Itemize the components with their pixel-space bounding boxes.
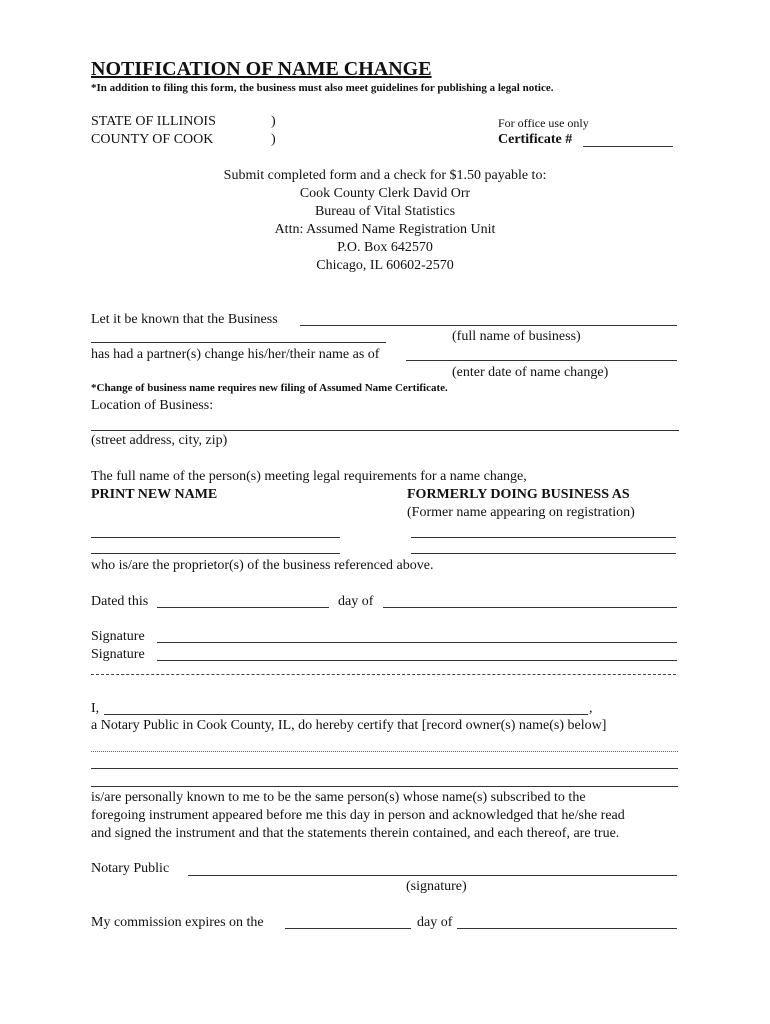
persons-intro: The full name of the person(s) meeting legal requirements for a name change,: [91, 469, 527, 484]
change-note: *Change of business name requires new filing of Assumed Name Certificate.: [91, 382, 448, 394]
dated-day-field[interactable]: [157, 607, 329, 608]
commission-label: My commission expires on the: [91, 915, 264, 930]
certificate-label: Certificate #: [498, 132, 573, 147]
address-hint: (street address, city, zip): [91, 433, 228, 448]
known-text-1: is/are personally known to me to be the same person(s) whose name(s) subscribed to the: [91, 790, 586, 805]
signature-label-1: Signature: [91, 629, 145, 644]
commission-month-field[interactable]: [457, 928, 677, 929]
known-text-3: and signed the instrument and that the statements therein contained, and each thereof, are true.: [91, 826, 620, 841]
commission-day-of-label: day of: [417, 915, 453, 930]
partner-change-label: has had a partner(s) change his/her/their name as of: [91, 347, 380, 362]
location-label: Location of Business:: [91, 398, 214, 413]
former-name-hint: (Former name appearing on registration): [407, 505, 635, 520]
business-name-field-1[interactable]: [300, 325, 677, 326]
former-name-field-2[interactable]: [411, 553, 676, 554]
notary-i-label: I,: [91, 701, 100, 716]
business-known-label: Let it be known that the Business: [91, 312, 278, 327]
date-hint: (enter date of name change): [452, 365, 609, 380]
notary-certify-text: a Notary Public in Cook County, IL, do hereby certify that [record owner(s) name(s) below]: [91, 718, 607, 733]
section-divider: [91, 674, 676, 675]
paren-2: ): [271, 132, 276, 147]
notary-name-field[interactable]: [104, 714, 588, 715]
record-owner-line-2[interactable]: [91, 768, 678, 769]
print-new-name-heading: PRINT NEW NAME: [91, 487, 218, 502]
notary-signature-field[interactable]: [188, 875, 677, 876]
commission-day-field[interactable]: [285, 928, 411, 929]
publishing-note: *In addition to filing this form, the business must also meet guidelines for publishing a legal notice.: [91, 82, 554, 94]
known-text-2: foregoing instrument appeared before me this day in person and acknowledged that he/she read: [91, 808, 625, 823]
record-owner-line-1[interactable]: [91, 751, 678, 752]
new-name-field-1[interactable]: [91, 537, 340, 538]
submit-line-1: Submit completed form and a check for $1.50 payable to:: [223, 168, 547, 183]
location-field[interactable]: [91, 430, 679, 431]
state-label: STATE OF ILLINOIS: [91, 114, 216, 129]
formerly-dba-heading: FORMERLY DOING BUSINESS AS: [407, 487, 630, 502]
signature-hint: (signature): [406, 879, 467, 894]
signature-field-2[interactable]: [157, 660, 677, 661]
dated-label: Dated this: [91, 594, 149, 609]
record-owner-line-3[interactable]: [91, 786, 678, 787]
office-use-label: For office use only: [498, 116, 589, 130]
full-name-hint: (full name of business): [452, 329, 581, 344]
submit-line-4: Attn: Assumed Name Registration Unit: [274, 222, 496, 237]
notary-comma: ,: [589, 701, 593, 716]
proprietor-text: who is/are the proprietor(s) of the business referenced above.: [91, 558, 434, 573]
submit-line-6: Chicago, IL 60602-2570: [316, 258, 454, 273]
day-of-label: day of: [338, 594, 374, 609]
county-label: COUNTY OF COOK: [91, 132, 214, 147]
paren-1: ): [271, 114, 276, 129]
business-name-field-2[interactable]: [91, 342, 386, 343]
submit-line-5: P.O. Box 642570: [337, 240, 433, 255]
former-name-field-1[interactable]: [411, 537, 676, 538]
notary-public-label: Notary Public: [91, 861, 170, 876]
dated-month-field[interactable]: [383, 607, 677, 608]
certificate-number-field[interactable]: [583, 146, 673, 147]
new-name-field-2[interactable]: [91, 553, 340, 554]
page-title: NOTIFICATION OF NAME CHANGE: [91, 58, 432, 80]
name-change-date-field[interactable]: [406, 360, 677, 361]
signature-label-2: Signature: [91, 647, 145, 662]
submit-line-3: Bureau of Vital Statistics: [314, 204, 456, 219]
submit-line-2: Cook County Clerk David Orr: [299, 186, 471, 201]
signature-field-1[interactable]: [157, 642, 677, 643]
